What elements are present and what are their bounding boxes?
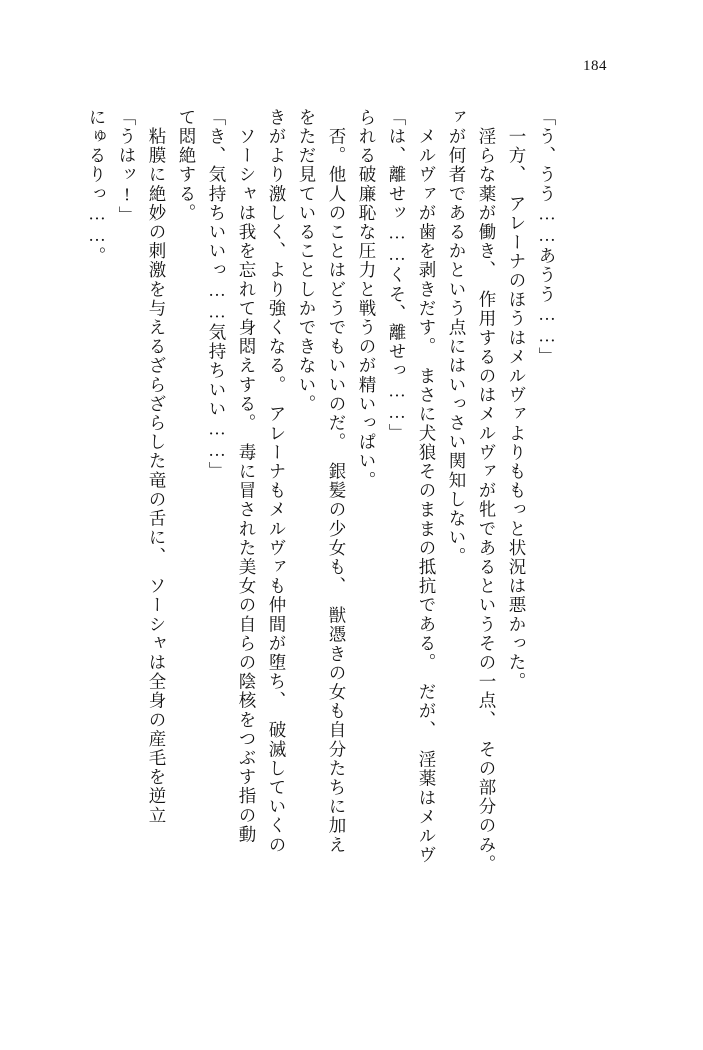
text-column: メルヴァが歯を剥きだす。 まさに犬狼そのままの抵抗である。 だが、 淫薬はメルヴ bbox=[417, 108, 437, 865]
text-column: にゅるりっ……。 bbox=[87, 108, 107, 266]
text-column: 「うはッ!」 bbox=[117, 108, 137, 226]
text-column: 否。他人のことはどうでもいいのだ。 銀髪の少女も、 獣憑きの女も自分たちに加え bbox=[327, 108, 347, 855]
text-column: 「う、うう……あうう……」 bbox=[537, 108, 557, 367]
text-column: きがより激しく、より強くなる。 アレーナもメルヴァも仲間が堕ち、 破滅していくの bbox=[267, 108, 287, 855]
text-column: られる破廉恥な圧力と戦うのが精いっぱい。 bbox=[357, 108, 377, 490]
vertical-text-block bbox=[75, 108, 615, 968]
text-column: ソーシャは我を忘れて身悶えする。 毒に冒された美女の自らの陰核をつぶす指の動 bbox=[237, 108, 257, 845]
text-column: をただ見ていることしかできない。 bbox=[297, 108, 317, 414]
text-column: 淫らな薬が働き、 作用するのはメルヴァが牝であるというその一点、 その部分のみ。 bbox=[477, 108, 497, 874]
text-column: 一方、 アレーナのほうはメルヴァよりももっと状況は悪かった。 bbox=[507, 108, 527, 692]
text-column: て悶絶する。 bbox=[177, 108, 197, 223]
text-column: 粘膜に絶妙の刺激を与えるざらざらした竜の舌に、 ソーシャは全身の産毛を逆立 bbox=[147, 108, 167, 826]
text-column: 「き、気持ちいいっ……気持ちいい……」 bbox=[207, 108, 227, 481]
text-column: 「は、離せッ……くそ、離せっ……」 bbox=[387, 108, 407, 443]
page-number: 184 bbox=[583, 58, 607, 74]
text-column: ァが何者であるかという点にはいっさい関知しない。 bbox=[447, 108, 467, 567]
